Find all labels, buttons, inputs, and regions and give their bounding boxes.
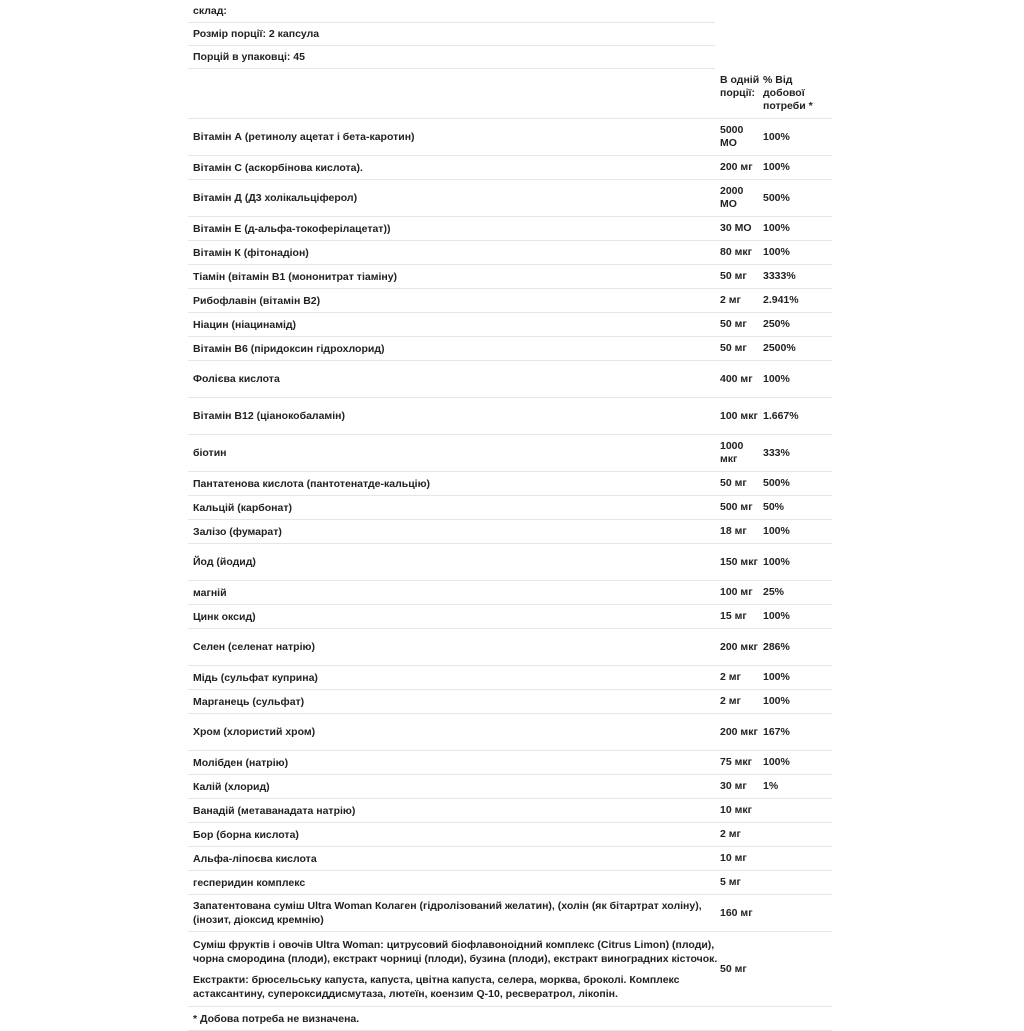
composition-label bbox=[188, 0, 715, 23]
nutrient-daily-value: 167% bbox=[763, 725, 790, 738]
nutrient-name: Вітамін Е (д-альфа-токоферілацетат)) bbox=[193, 222, 391, 235]
nutrient-daily-value: 1% bbox=[763, 780, 779, 792]
nutrient-amount: 500 мг bbox=[720, 501, 753, 513]
nutrient-amount: 50 мг bbox=[720, 318, 747, 330]
nutrient-amount: 150 мкг bbox=[720, 555, 758, 568]
nutrient-amount: 2000 МО bbox=[720, 185, 744, 210]
blend-paragraph-2: Екстракти: брюсельську капуста, капуста, цвітна капуста, селера, морква, броколі. Комплекс астаксантину, супероксиддисмутаза, лютеїн, коензим Q-10, ресвератрол, лікопін. bbox=[193, 973, 680, 1000]
nutrient-amount: 18 мг bbox=[720, 525, 747, 537]
nutrient-name: Залізо (фумарат) bbox=[193, 525, 282, 538]
nutrient-amount: 200 мг bbox=[720, 161, 753, 173]
nutrient-name: Запатентована суміш Ultra Woman Колаген (гідролізований желатин), (холін (як бітартрат холіну), (інозит, діоксид кремнію) bbox=[193, 900, 702, 926]
table-row bbox=[188, 629, 832, 666]
nutrient-name: Марганець (сульфат) bbox=[193, 695, 305, 708]
table-row bbox=[188, 156, 832, 180]
table-row bbox=[188, 666, 832, 690]
nutrient-daily-value: 100% bbox=[763, 372, 790, 385]
blend-amount: 50 мг bbox=[720, 962, 747, 975]
nutrient-amount: 160 мг bbox=[720, 906, 753, 919]
nutrient-name: Вітамін К (фітонадіон) bbox=[193, 246, 309, 259]
table-row bbox=[188, 337, 832, 361]
nutrient-daily-value: 2500% bbox=[763, 342, 796, 354]
header-dv-col: % Від добової потреби * bbox=[763, 74, 813, 112]
nutrient-daily-value: 100% bbox=[763, 610, 790, 622]
nutrient-daily-value: 100% bbox=[763, 222, 790, 234]
nutrient-amount: 30 мг bbox=[720, 780, 747, 792]
nutrient-daily-value: 333% bbox=[763, 446, 790, 459]
nutrient-daily-value: 100% bbox=[763, 695, 790, 707]
nutrient-name: Мідь (сульфат куприна) bbox=[193, 671, 318, 684]
nutrient-daily-value: 3333% bbox=[763, 270, 796, 282]
nutrient-daily-value: 100% bbox=[763, 161, 790, 173]
nutrient-amount: 15 мг bbox=[720, 610, 747, 622]
nutrient-name: Селен (селенат натрію) bbox=[193, 641, 315, 653]
nutrient-table bbox=[188, 119, 832, 932]
nutrient-name: Цинк оксид) bbox=[193, 610, 256, 623]
blend-description bbox=[188, 938, 720, 1001]
table-row bbox=[188, 823, 832, 847]
nutrient-amount: 2 мг bbox=[720, 828, 741, 840]
nutrient-name: Бор (борна кислота) bbox=[193, 828, 299, 841]
nutrient-daily-value: 100% bbox=[763, 246, 790, 258]
nutrient-amount: 2 мг bbox=[720, 294, 741, 306]
nutrient-name: Ванадій (метаванадата натрію) bbox=[193, 804, 356, 817]
table-row bbox=[188, 435, 832, 472]
footnote-text: * Добова потреба не визначена. bbox=[193, 1012, 360, 1025]
nutrient-amount: 30 МО bbox=[720, 222, 752, 234]
nutrient-daily-value: 500% bbox=[763, 191, 790, 204]
nutrient-daily-value: 50% bbox=[763, 501, 785, 513]
nutrient-amount: 50 мг bbox=[720, 342, 747, 354]
nutrient-amount: 400 мг bbox=[720, 372, 753, 385]
nutrient-daily-value: 500% bbox=[763, 477, 790, 489]
table-row bbox=[188, 714, 832, 751]
table-row bbox=[188, 180, 832, 217]
table-header bbox=[188, 69, 832, 119]
nutrient-daily-value: 100% bbox=[763, 756, 790, 768]
table-row bbox=[188, 690, 832, 714]
table-row bbox=[188, 289, 832, 313]
nutrient-daily-value: 100% bbox=[763, 555, 790, 568]
table-row bbox=[188, 520, 832, 544]
nutrient-amount: 100 мкг bbox=[720, 409, 758, 422]
nutrient-daily-value: 100% bbox=[763, 525, 790, 537]
nutrient-daily-value: 1.667% bbox=[763, 409, 799, 422]
nutrient-name: біотин bbox=[193, 447, 227, 459]
table-row bbox=[188, 775, 832, 799]
nutrient-name: Вітамін В6 (піридоксин гідрохлорид) bbox=[193, 342, 385, 355]
nutrient-name: гесперидин комплекс bbox=[193, 876, 306, 889]
table-row bbox=[188, 895, 832, 932]
table-row bbox=[188, 496, 832, 520]
nutrient-amount: 1000 мкг bbox=[720, 440, 744, 465]
nutrient-name: Хром (хлористий хром) bbox=[193, 726, 316, 738]
nutrient-amount: 75 мкг bbox=[720, 756, 752, 768]
nutrient-name: Тіамін (вітамін В1 (мононитрат тіаміну) bbox=[193, 270, 398, 283]
table-row bbox=[188, 313, 832, 337]
table-row bbox=[188, 361, 832, 398]
nutrient-amount: 5000 МО bbox=[720, 124, 744, 149]
table-row bbox=[188, 871, 832, 895]
table-row bbox=[188, 119, 832, 156]
table-row bbox=[188, 605, 832, 629]
blend-paragraph-1: Суміш фруктів і овочів Ultra Woman: цитрусовий біофлавоноідний комплекс (Citrus Limon) (плоди), чорна смородина (плоди), екстракт чорниці (плоди), бузина (плоди), екстракт виноградних кісточок. bbox=[193, 938, 718, 965]
table-row bbox=[188, 847, 832, 871]
nutrient-name: Калій (хлорид) bbox=[193, 780, 270, 793]
nutrient-name: Вітамін А (ретинолу ацетат і бета-каротин) bbox=[193, 131, 415, 143]
nutrient-name: магній bbox=[193, 586, 227, 599]
fruit-veg-blend-row bbox=[188, 932, 832, 1007]
nutrient-name: Кальцій (карбонат) bbox=[193, 501, 292, 514]
table-row bbox=[188, 398, 832, 435]
nutrient-daily-value: 2.941% bbox=[763, 294, 799, 306]
nutrient-amount: 100 мг bbox=[720, 586, 753, 598]
table-row bbox=[188, 799, 832, 823]
nutrient-daily-value: 25% bbox=[763, 586, 785, 598]
nutrient-name: Ніацин (ніацинамід) bbox=[193, 318, 297, 331]
nutrient-amount: 200 мкг bbox=[720, 640, 758, 653]
nutrient-name: Молібден (натрію) bbox=[193, 756, 289, 769]
nutrient-amount: 10 мг bbox=[720, 852, 747, 864]
nutrient-amount: 2 мг bbox=[720, 671, 741, 683]
composition-label-text: склад: bbox=[193, 5, 227, 17]
table-row bbox=[188, 472, 832, 496]
nutrient-amount: 200 мкг bbox=[720, 725, 758, 738]
table-row bbox=[188, 265, 832, 289]
table-row bbox=[188, 751, 832, 775]
nutrient-name: Рибофлавін (вітамін В2) bbox=[193, 294, 321, 307]
nutrient-daily-value: 100% bbox=[763, 671, 790, 683]
nutrient-name: Фолієва кислота bbox=[193, 373, 280, 385]
nutrient-amount: 80 мкг bbox=[720, 246, 752, 258]
nutrient-amount: 2 мг bbox=[720, 695, 741, 707]
nutrient-amount: 10 мкг bbox=[720, 804, 752, 816]
nutrient-name: Йод (йодид) bbox=[193, 556, 256, 568]
nutrient-name: Альфа-ліпоєва кислота bbox=[193, 852, 317, 865]
nutrient-daily-value: 286% bbox=[763, 640, 790, 653]
table-row bbox=[188, 581, 832, 605]
servings-per-container-text: Порцій в упаковці: 45 bbox=[193, 51, 305, 63]
header-amount-col: В одній порції: bbox=[720, 74, 760, 99]
footnote bbox=[188, 1007, 832, 1031]
table-row bbox=[188, 241, 832, 265]
nutrient-name: Вітамін Д (Д3 холікальціферол) bbox=[193, 192, 358, 204]
table-row bbox=[188, 217, 832, 241]
nutrient-name: Вітамін В12 (ціанокобаламін) bbox=[193, 410, 345, 422]
table-row bbox=[188, 544, 832, 581]
serving-size bbox=[188, 23, 715, 46]
servings-per-container bbox=[188, 46, 715, 69]
nutrient-amount: 5 мг bbox=[720, 876, 741, 888]
nutrient-daily-value: 250% bbox=[763, 318, 790, 330]
serving-size-text: Розмір порції: 2 капсула bbox=[193, 28, 320, 40]
nutrient-daily-value: 100% bbox=[763, 130, 790, 143]
supplement-facts bbox=[188, 0, 832, 1031]
nutrient-name: Пантатенова кислота (пантотенатде-кальцію) bbox=[193, 477, 431, 490]
nutrient-amount: 50 мг bbox=[720, 477, 747, 489]
nutrient-name: Вітамін С (аскорбінова кислота). bbox=[193, 161, 363, 174]
nutrient-amount: 50 мг bbox=[720, 270, 747, 282]
